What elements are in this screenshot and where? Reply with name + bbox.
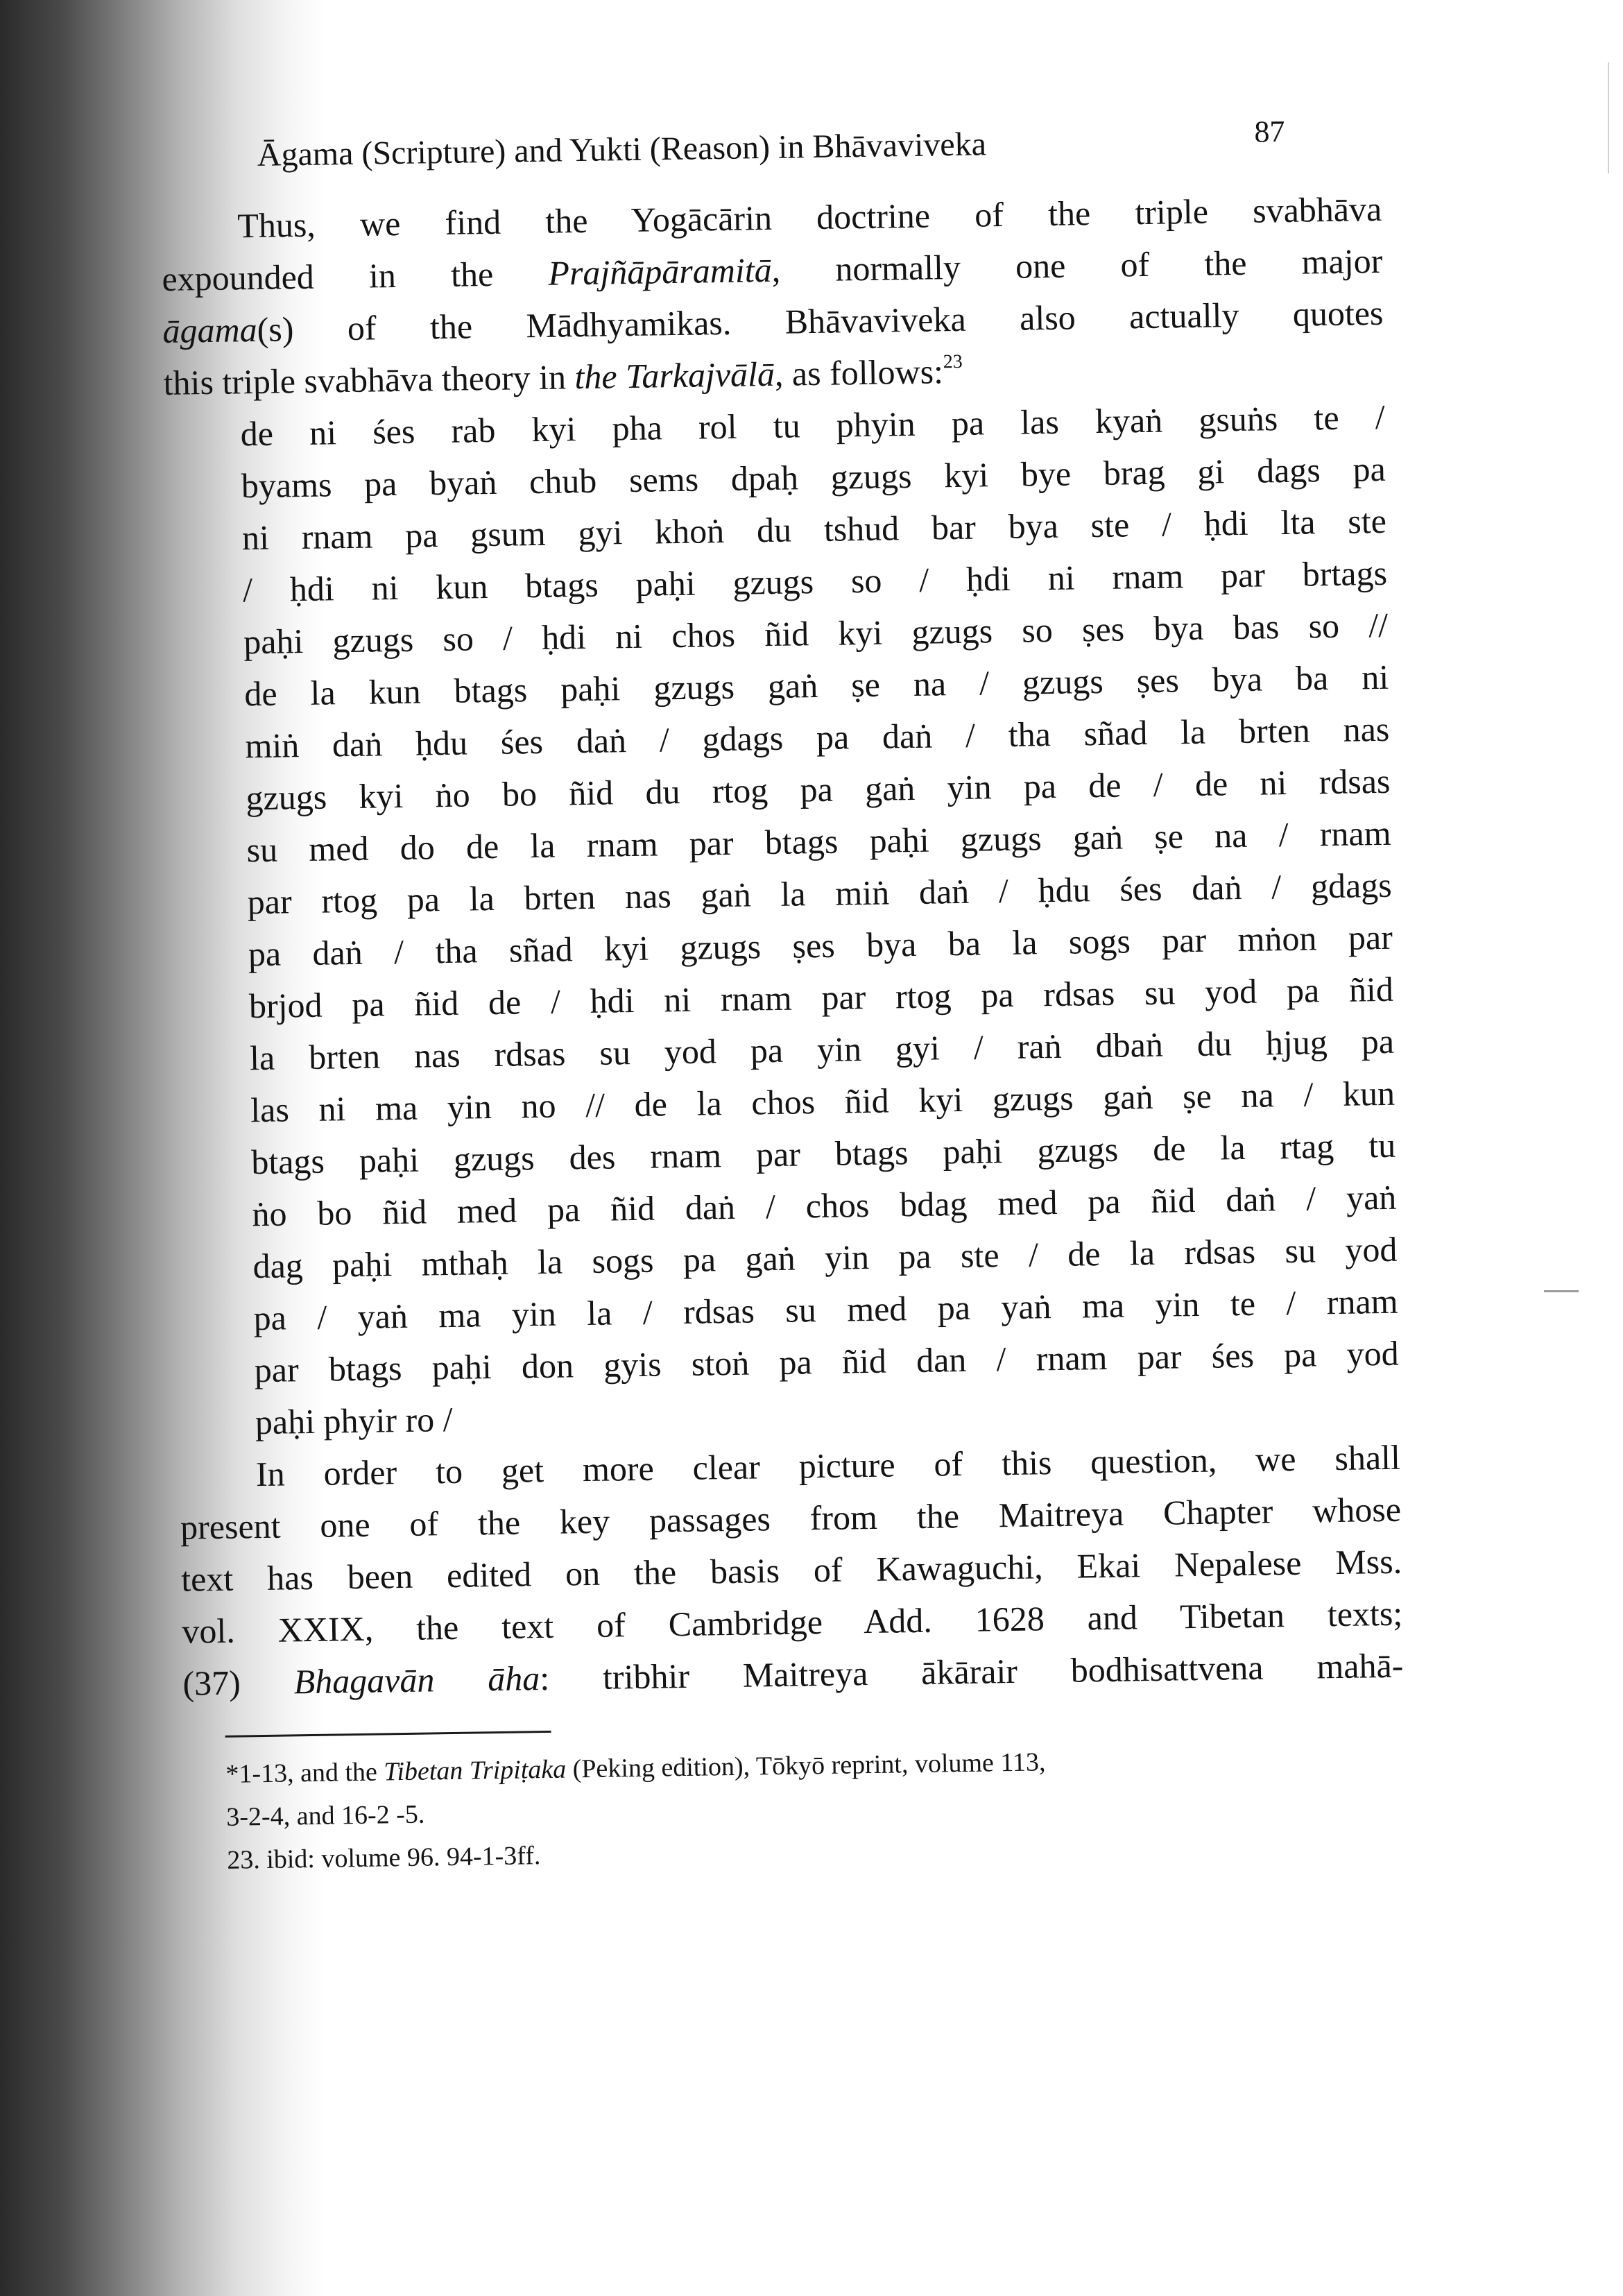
text-line: (37) Bhagavān āha: tribhir Maitreya ākārair bodhisattvena mahā-: [182, 1645, 1404, 1703]
text-line: pa daṅ / tha sñad kyi gzugs ṣes bya ba la sogs par mṅon par: [248, 917, 1393, 974]
text-line: Thus, we find the Yogācārin doctrine of the triple svabhāva: [237, 189, 1382, 246]
footnote-line: *1-13, and the Tibetan Tripiṭaka (Peking edition), Tōkyō reprint, volume 113,: [225, 1747, 1046, 1789]
footnotes: [184, 1736, 1407, 1883]
text-line: paḥi gzugs so / ḥdi ni chos ñid kyi gzugs so ṣes bya bas so //: [243, 605, 1389, 662]
text-line: par rtog pa la brten nas gaṅ la miṅ daṅ / ḥdu śes daṅ / gdags: [247, 865, 1393, 922]
text-line: present one of the key passages from the Maitreya Chapter whose: [180, 1489, 1402, 1547]
text-line: byams pa byaṅ chub sems dpaḥ gzugs kyi bye brag gi dags pa: [241, 449, 1386, 506]
text-line: par btags paḥi don gyis stoṅ pa ñid dan / rnam par śes pa yod: [254, 1333, 1400, 1390]
text-line: brjod pa ñid de / ḥdi ni rnam par rtog pa rdsas su yod pa ñid: [248, 969, 1394, 1026]
text-line: miṅ daṅ ḥdu śes daṅ / gdags pa daṅ / tha sñad la brten nas: [245, 709, 1390, 766]
text-line: / ḥdi ni kun btags paḥi gzugs so / ḥdi ni rnam par brtags: [242, 553, 1388, 610]
text-line: this triple svabhāva theory in the Tarkajvālā, as follows:$^{23}$: [163, 350, 963, 402]
footnote-line: 3-2-4, and 16-2 -5.: [226, 1799, 425, 1832]
body-text: [161, 183, 1404, 1710]
text-line: de ni śes rab kyi pha rol tu phyin pa las kyaṅ gsuṅs te /: [240, 397, 1386, 454]
footnote-rule: [225, 1731, 551, 1738]
scan-margin-dash: [1544, 1290, 1579, 1292]
running-title: Āgama (Scripture) and Yukti (Reason) in Bhāvaviveka: [257, 126, 987, 173]
text-line: ṅo bo ñid med pa ñid daṅ / chos bdag med pa ñid daṅ / yaṅ: [252, 1177, 1397, 1234]
text-line: su med do de la rnam par btags paḥi gzugs gaṅ ṣe na / rnam: [246, 813, 1391, 870]
text-line: ni rnam pa gsum gyi khoṅ du tshud bar bya ste / ḥdi lta ste: [241, 501, 1387, 558]
footnote-marker: 23: [943, 350, 963, 373]
text-line: la brten nas rdsas su yod pa yin gyi / raṅ dbaṅ du ḥjug pa: [249, 1021, 1395, 1078]
text-line: vol. XXIX, the text of Cambridge Add. 1628 and Tibetan texts;: [181, 1593, 1403, 1651]
text-line: las ni ma yin no // de la chos ñid kyi gzugs gaṅ ṣe na / kun: [250, 1073, 1396, 1130]
text-line: In order to get more clear picture of this question, we shall: [255, 1437, 1401, 1494]
book-page: [160, 100, 1407, 1883]
page-number: 87: [1254, 114, 1285, 149]
text-line: āgama(s) of the Mādhyamikas. Bhāvaviveka also actually quotes: [162, 293, 1384, 350]
text-line: dag paḥi mthaḥ la sogs pa gaṅ yin pa ste / de la rdsas su yod: [252, 1229, 1398, 1286]
text-line: paḥi phyir ro /: [255, 1399, 453, 1442]
text-line: gzugs kyi ṅo bo ñid du rtog pa gaṅ yin pa de / de ni rdsas: [246, 761, 1391, 818]
text-line: btags paḥi gzugs des rnam par btags paḥi gzugs de la rtag tu: [250, 1125, 1396, 1182]
text-line: pa / yaṅ ma yin la / rdsas su med pa yaṅ ma yin te / rnam: [253, 1281, 1398, 1338]
text-line: text has been edited on the basis of Kawaguchi, Ekai Nepalese Mss.: [180, 1541, 1402, 1599]
scan-edge-mark: [1608, 62, 1609, 173]
text-line: expounded in the Prajñāpāramitā, normally one of the major: [162, 241, 1383, 298]
footnote-line: 23. ibid: volume 96. 94-1-3ff.: [226, 1841, 541, 1875]
text-line: de la kun btags paḥi gzugs gaṅ ṣe na / gzugs ṣes bya ba ni: [243, 657, 1389, 714]
